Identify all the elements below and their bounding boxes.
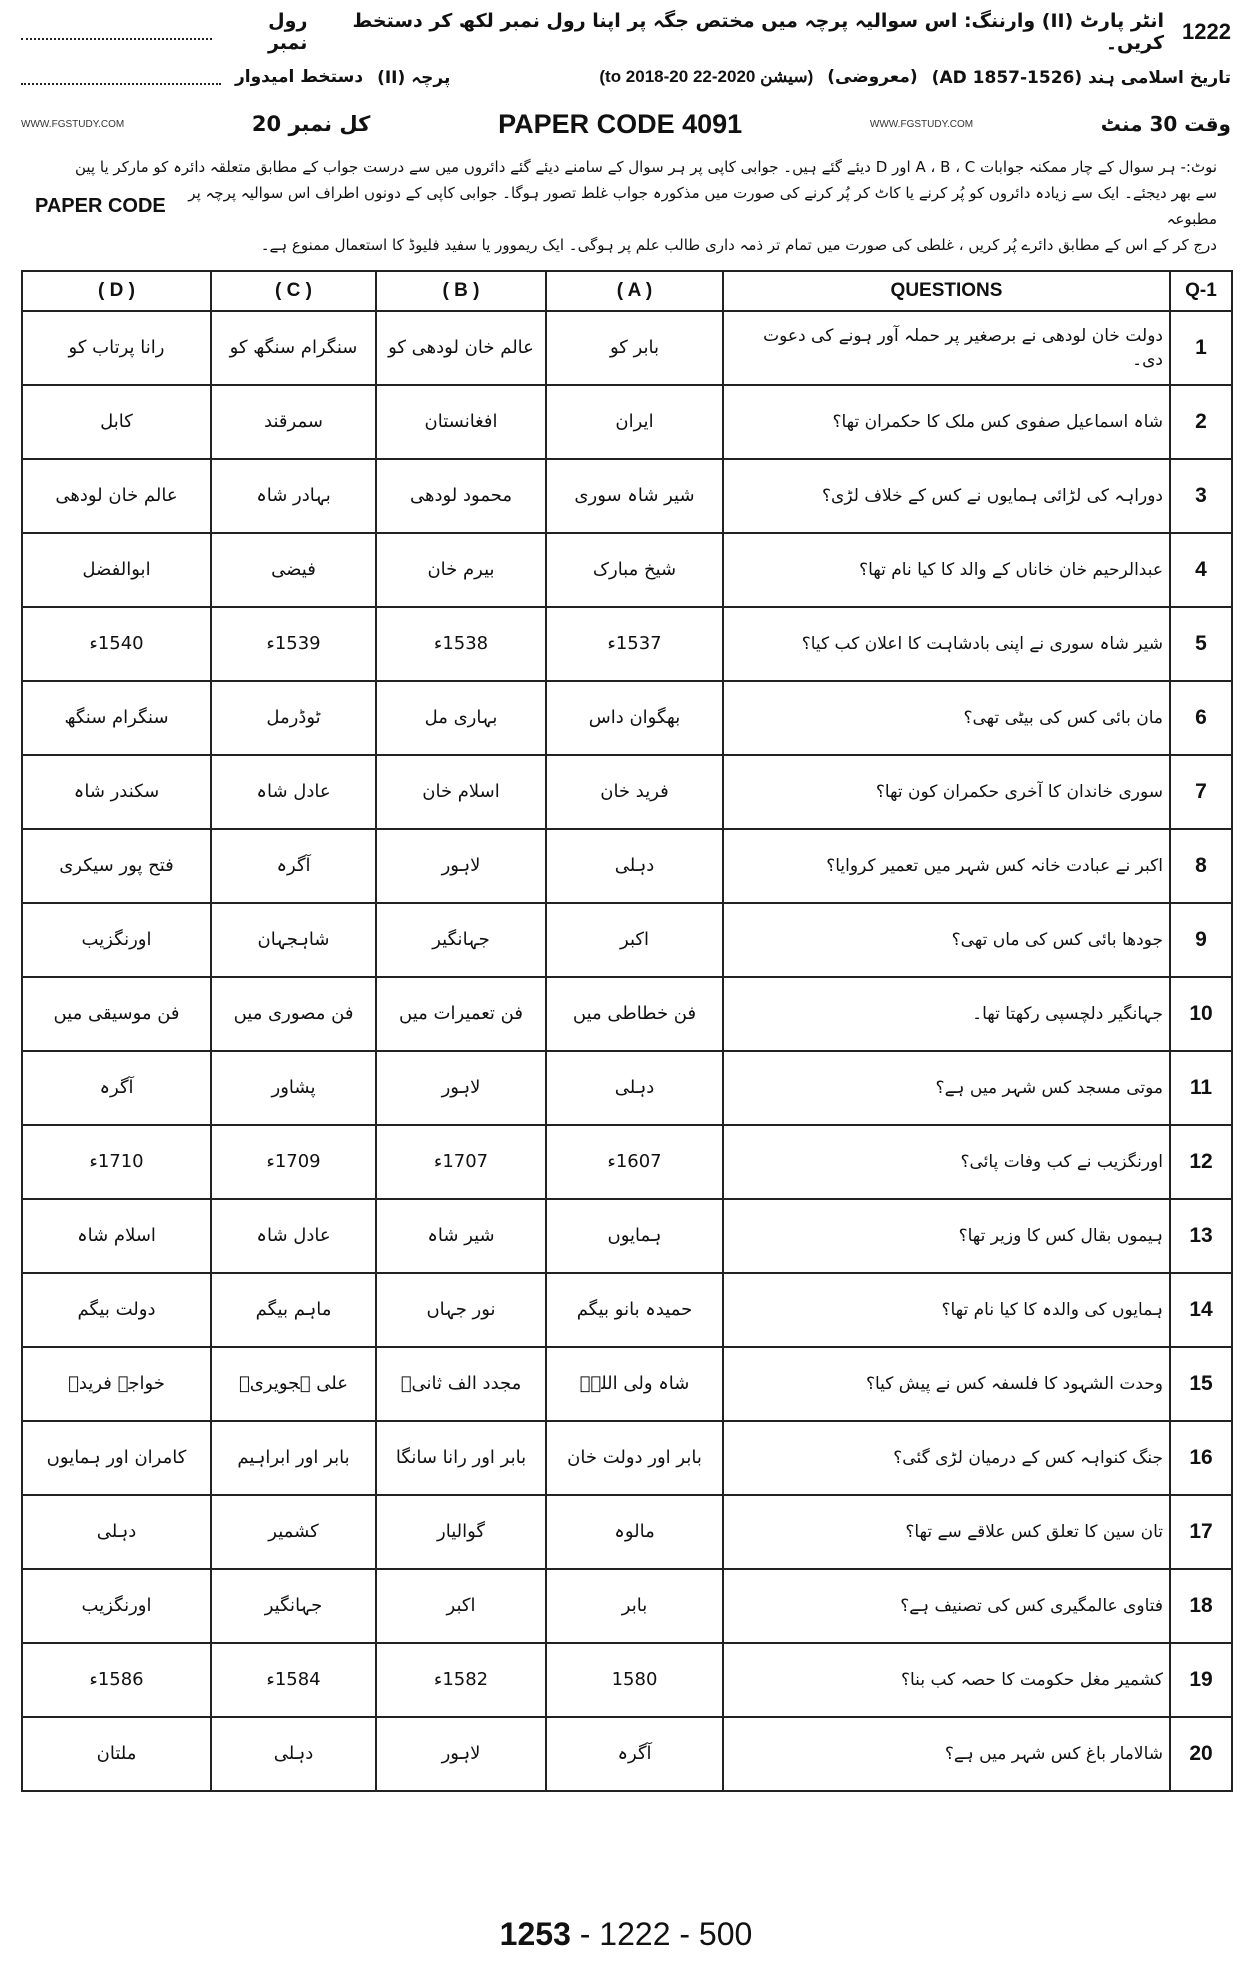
question-number: 6 <box>1170 681 1232 755</box>
roll-number-field[interactable] <box>21 38 212 40</box>
question-text: اکبر نے عبادت خانہ کس شہر میں تعمیر کروایا؟ <box>723 829 1170 903</box>
option-c: فن مصوری میں <box>211 977 376 1051</box>
question-text: موتی مسجد کس شہر میں ہے؟ <box>723 1051 1170 1125</box>
question-text: جودھا بائی کس کی ماں تھی؟ <box>723 903 1170 977</box>
roll-number-group <box>21 10 307 54</box>
question-number: 8 <box>1170 829 1232 903</box>
option-c: کشمیر <box>211 1495 376 1569</box>
table-row <box>22 903 1232 977</box>
column-header-questions: QUESTIONS <box>723 271 1170 311</box>
option-c: دہلی <box>211 1717 376 1791</box>
option-b: گوالیار <box>376 1495 546 1569</box>
option-c: ماہم بیگم <box>211 1273 376 1347</box>
column-header-c: ( C ) <box>211 271 376 311</box>
option-b: عالم خان لودھی کو <box>376 311 546 385</box>
option-d: کابل <box>22 385 211 459</box>
table-row <box>22 681 1232 755</box>
question-text: وحدت الشہود کا فلسفہ کس نے پیش کیا؟ <box>723 1347 1170 1421</box>
option-c: 1539ء <box>211 607 376 681</box>
option-a: شیر شاہ سوری <box>546 459 723 533</box>
question-number: 20 <box>1170 1717 1232 1791</box>
candidate-signature-label: دستخط امیدوار <box>235 67 364 87</box>
note-line-3: درج کر کے اس کے مطابق دائرے پُر کریں ، غلطی کی صورت میں تمام تر ذمہ داری طالب علم پر ہوگی۔ ایک ریموور یا سفید فلیوڈ کا استعمال ممنوع ہے۔ <box>260 236 1217 254</box>
header-line-2 <box>21 54 1231 100</box>
warning-text: انٹر پارٹ (II) وارننگ: اس سوالیہ پرچہ میں مختص جگہ پر اپنا رول نمبر لکھ کر دستخط کریں۔ <box>352 10 1165 54</box>
paper-type: (معروضی) <box>827 67 918 87</box>
signature-group <box>21 67 450 88</box>
option-b: محمود لودھی <box>376 459 546 533</box>
question-text: سوری خاندان کا آخری حکمران کون تھا؟ <box>723 755 1170 829</box>
table-row <box>22 1421 1232 1495</box>
table-row <box>22 1347 1232 1421</box>
option-a: بھگوان داس <box>546 681 723 755</box>
option-b: لاہور <box>376 1717 546 1791</box>
option-a: دہلی <box>546 1051 723 1125</box>
option-b: مجدد الف ثانیؒ <box>376 1347 546 1421</box>
option-c: پشاور <box>211 1051 376 1125</box>
site-watermark: WWW.FGSTUDY.COM <box>869 118 974 130</box>
option-a: مالوہ <box>546 1495 723 1569</box>
question-number: 12 <box>1170 1125 1232 1199</box>
question-text: ہمایوں کی والدہ کا کیا نام تھا؟ <box>723 1273 1170 1347</box>
note-line-2-row <box>35 180 1217 232</box>
header-line-3 <box>21 100 1231 148</box>
site-watermark: WWW.FGSTUDY.COM <box>21 118 125 130</box>
table-row <box>22 1125 1232 1199</box>
option-a: 1580 <box>546 1643 723 1717</box>
session: (سیشن 2020-22 to 2018-20) <box>599 67 814 86</box>
option-b: لاہور <box>376 1051 546 1125</box>
option-d: فن موسیقی میں <box>22 977 211 1051</box>
option-d: آگرہ <box>22 1051 211 1125</box>
option-c: بابر اور ابراہیم <box>211 1421 376 1495</box>
option-a: 1607ء <box>546 1125 723 1199</box>
question-number: 17 <box>1170 1495 1232 1569</box>
question-number: 9 <box>1170 903 1232 977</box>
question-number: 4 <box>1170 533 1232 607</box>
table-row <box>22 829 1232 903</box>
option-c: فیضی <box>211 533 376 607</box>
table-row <box>22 607 1232 681</box>
option-c: جہانگیر <box>211 1569 376 1643</box>
mcq-table <box>21 270 1233 1792</box>
question-text: دوراہہ کی لڑائی ہمایوں نے کس کے خلاف لڑی؟ <box>723 459 1170 533</box>
option-d: دولت بیگم <box>22 1273 211 1347</box>
option-c: بہادر شاہ <box>211 459 376 533</box>
option-a: بابر اور دولت خان <box>546 1421 723 1495</box>
subject-group <box>599 67 1231 88</box>
candidate-signature-field[interactable] <box>21 83 221 85</box>
option-d: ملتان <box>22 1717 211 1791</box>
question-text: فتاوی عالمگیری کس کی تصنیف ہے؟ <box>723 1569 1170 1643</box>
question-text: عبدالرحیم خان خاناں کے والد کا کیا نام تھا؟ <box>723 533 1170 607</box>
table-row <box>22 1495 1232 1569</box>
option-a: فرید خان <box>546 755 723 829</box>
question-number: 18 <box>1170 1569 1232 1643</box>
option-b: اسلام خان <box>376 755 546 829</box>
option-d: کامران اور ہمایوں <box>22 1421 211 1495</box>
option-c: سمرقند <box>211 385 376 459</box>
column-header-b: ( B ) <box>376 271 546 311</box>
question-text: شیر شاہ سوری نے اپنی بادشاہت کا اعلان کب کیا؟ <box>723 607 1170 681</box>
table-row <box>22 385 1232 459</box>
option-a: فن خطاطی میں <box>546 977 723 1051</box>
question-number: 11 <box>1170 1051 1232 1125</box>
question-text: شاہ اسماعیل صفوی کس ملک کا حکمران تھا؟ <box>723 385 1170 459</box>
option-a: آگرہ <box>546 1717 723 1791</box>
question-text: دولت خان لودھی نے برصغیر پر حملہ آور ہونے کی دعوت دی۔ <box>723 311 1170 385</box>
option-d: ابوالفضل <box>22 533 211 607</box>
question-number: 5 <box>1170 607 1232 681</box>
option-b: فن تعمیرات میں <box>376 977 546 1051</box>
option-d: اورنگزیب <box>22 1569 211 1643</box>
table-row <box>22 1199 1232 1273</box>
table-row <box>22 1051 1232 1125</box>
option-c: آگرہ <box>211 829 376 903</box>
question-number: 10 <box>1170 977 1232 1051</box>
option-b: افغانستان <box>376 385 546 459</box>
note-paper-code: PAPER CODE <box>35 195 166 217</box>
column-header-d: ( D ) <box>22 271 211 311</box>
option-c: سنگرام سنگھ کو <box>211 311 376 385</box>
option-b: شیر شاہ <box>376 1199 546 1273</box>
option-a: شیخ مبارک <box>546 533 723 607</box>
question-number: 19 <box>1170 1643 1232 1717</box>
option-b: بیرم خان <box>376 533 546 607</box>
question-number: 1 <box>1170 311 1232 385</box>
table-row <box>22 1643 1232 1717</box>
subject-title: تاریخ اسلامی ہند (1526-1857 AD) <box>931 67 1231 88</box>
question-text: شالامار باغ کس شہر میں ہے؟ <box>723 1717 1170 1791</box>
column-header-a: ( A ) <box>546 271 723 311</box>
option-b: جہانگیر <box>376 903 546 977</box>
question-text: مان بائی کس کی بیٹی تھی؟ <box>723 681 1170 755</box>
question-number: 7 <box>1170 755 1232 829</box>
table-row <box>22 1569 1232 1643</box>
question-text: تان سین کا تعلق کس علاقے سے تھا؟ <box>723 1495 1170 1569</box>
option-d: عالم خان لودھی <box>22 459 211 533</box>
option-d: رانا پرتاب کو <box>22 311 211 385</box>
option-a: بابر <box>546 1569 723 1643</box>
note-line-1: نوٹ:- ہر سوال کے چار ممکنہ جوابات A ، B ، C اور D دیئے گئے ہیں۔ جوابی کاپی پر ہر سوال کے سامنے دیئے گئے دائروں میں سے درست جواب کے مطابق متعلقہ دائرہ کو مارکر یا پین <box>74 158 1217 176</box>
question-number: 15 <box>1170 1347 1232 1421</box>
option-c: ٹوڈرمل <box>211 681 376 755</box>
paper-number: پرچہ (II) <box>377 67 451 88</box>
option-d: 1586ء <box>22 1643 211 1717</box>
option-c: عادل شاہ <box>211 1199 376 1273</box>
question-number: 13 <box>1170 1199 1232 1273</box>
option-c: عادل شاہ <box>211 755 376 829</box>
option-a: اکبر <box>546 903 723 977</box>
option-b: اکبر <box>376 1569 546 1643</box>
option-c: شاہجہان <box>211 903 376 977</box>
option-a: 1537ء <box>546 607 723 681</box>
paper-serial: 1222 <box>1182 19 1231 44</box>
option-d: سنگرام سنگھ <box>22 681 211 755</box>
note-line-2: سے بھر دیجئے۔ ایک سے زیادہ دائروں کو پُر کرنے یا کاٹ کر پُر کرنے کی صورت میں مذکورہ جواب غلط تصور ہوگا۔ جوابی کاپی کے دونوں اطراف اس سوالیہ پرچہ پر مطبوعہ <box>188 184 1217 228</box>
table-row <box>22 1717 1232 1791</box>
option-c: 1709ء <box>211 1125 376 1199</box>
option-a: شاہ ولی اللہؒ <box>546 1347 723 1421</box>
table-row <box>22 1273 1232 1347</box>
table-row <box>22 755 1232 829</box>
option-a: دہلی <box>546 829 723 903</box>
question-number: 14 <box>1170 1273 1232 1347</box>
option-b: نور جہاں <box>376 1273 546 1347</box>
footer-code-rest: - 1222 - 500 <box>570 1916 753 1952</box>
header-line-1 <box>21 10 1231 54</box>
question-text: ہیموں بقال کس کا وزیر تھا؟ <box>723 1199 1170 1273</box>
option-c: علی ہجویریؒ <box>211 1347 376 1421</box>
question-text: جنگ کنواہہ کس کے درمیان لڑی گئی؟ <box>723 1421 1170 1495</box>
option-c: 1584ء <box>211 1643 376 1717</box>
option-b: 1582ء <box>376 1643 546 1717</box>
column-header-q: Q-1 <box>1170 271 1232 311</box>
time-allowed: وقت 30 منٹ <box>1100 112 1231 136</box>
table-row <box>22 977 1232 1051</box>
question-text: کشمیر مغل حکومت کا حصہ کب بنا؟ <box>723 1643 1170 1717</box>
table-row <box>22 533 1232 607</box>
option-b: بابر اور رانا سانگا <box>376 1421 546 1495</box>
question-number: 16 <box>1170 1421 1232 1495</box>
roll-number-label: رول نمبر <box>267 10 308 54</box>
question-number: 2 <box>1170 385 1232 459</box>
question-text: اورنگزیب نے کب وفات پائی؟ <box>723 1125 1170 1199</box>
option-a: ہمایوں <box>546 1199 723 1273</box>
instructions-note <box>35 154 1217 258</box>
option-d: فتح پور سیکری <box>22 829 211 903</box>
table-row <box>22 311 1232 385</box>
option-a: ایران <box>546 385 723 459</box>
option-d: 1710ء <box>22 1125 211 1199</box>
table-row <box>22 459 1232 533</box>
option-d: سکندر شاہ <box>22 755 211 829</box>
question-text: جہانگیر دلچسپی رکھتا تھا۔ <box>723 977 1170 1051</box>
option-a: حمیدہ بانو بیگم <box>546 1273 723 1347</box>
option-b: 1707ء <box>376 1125 546 1199</box>
table-header-row <box>22 271 1232 311</box>
question-number: 3 <box>1170 459 1232 533</box>
total-marks: کل نمبر 20 <box>251 112 371 136</box>
option-d: 1540ء <box>22 607 211 681</box>
option-d: دہلی <box>22 1495 211 1569</box>
option-d: اسلام شاہ <box>22 1199 211 1273</box>
option-b: لاہور <box>376 829 546 903</box>
option-b: بہاری مل <box>376 681 546 755</box>
footer-code-bold: 1253 <box>499 1916 571 1952</box>
paper-code: PAPER CODE 4091 <box>498 108 743 139</box>
option-a: بابر کو <box>546 311 723 385</box>
footer-code <box>21 1886 1231 1965</box>
option-d: اورنگزیب <box>22 903 211 977</box>
option-b: 1538ء <box>376 607 546 681</box>
option-d: خواجہ فریدؒ <box>22 1347 211 1421</box>
